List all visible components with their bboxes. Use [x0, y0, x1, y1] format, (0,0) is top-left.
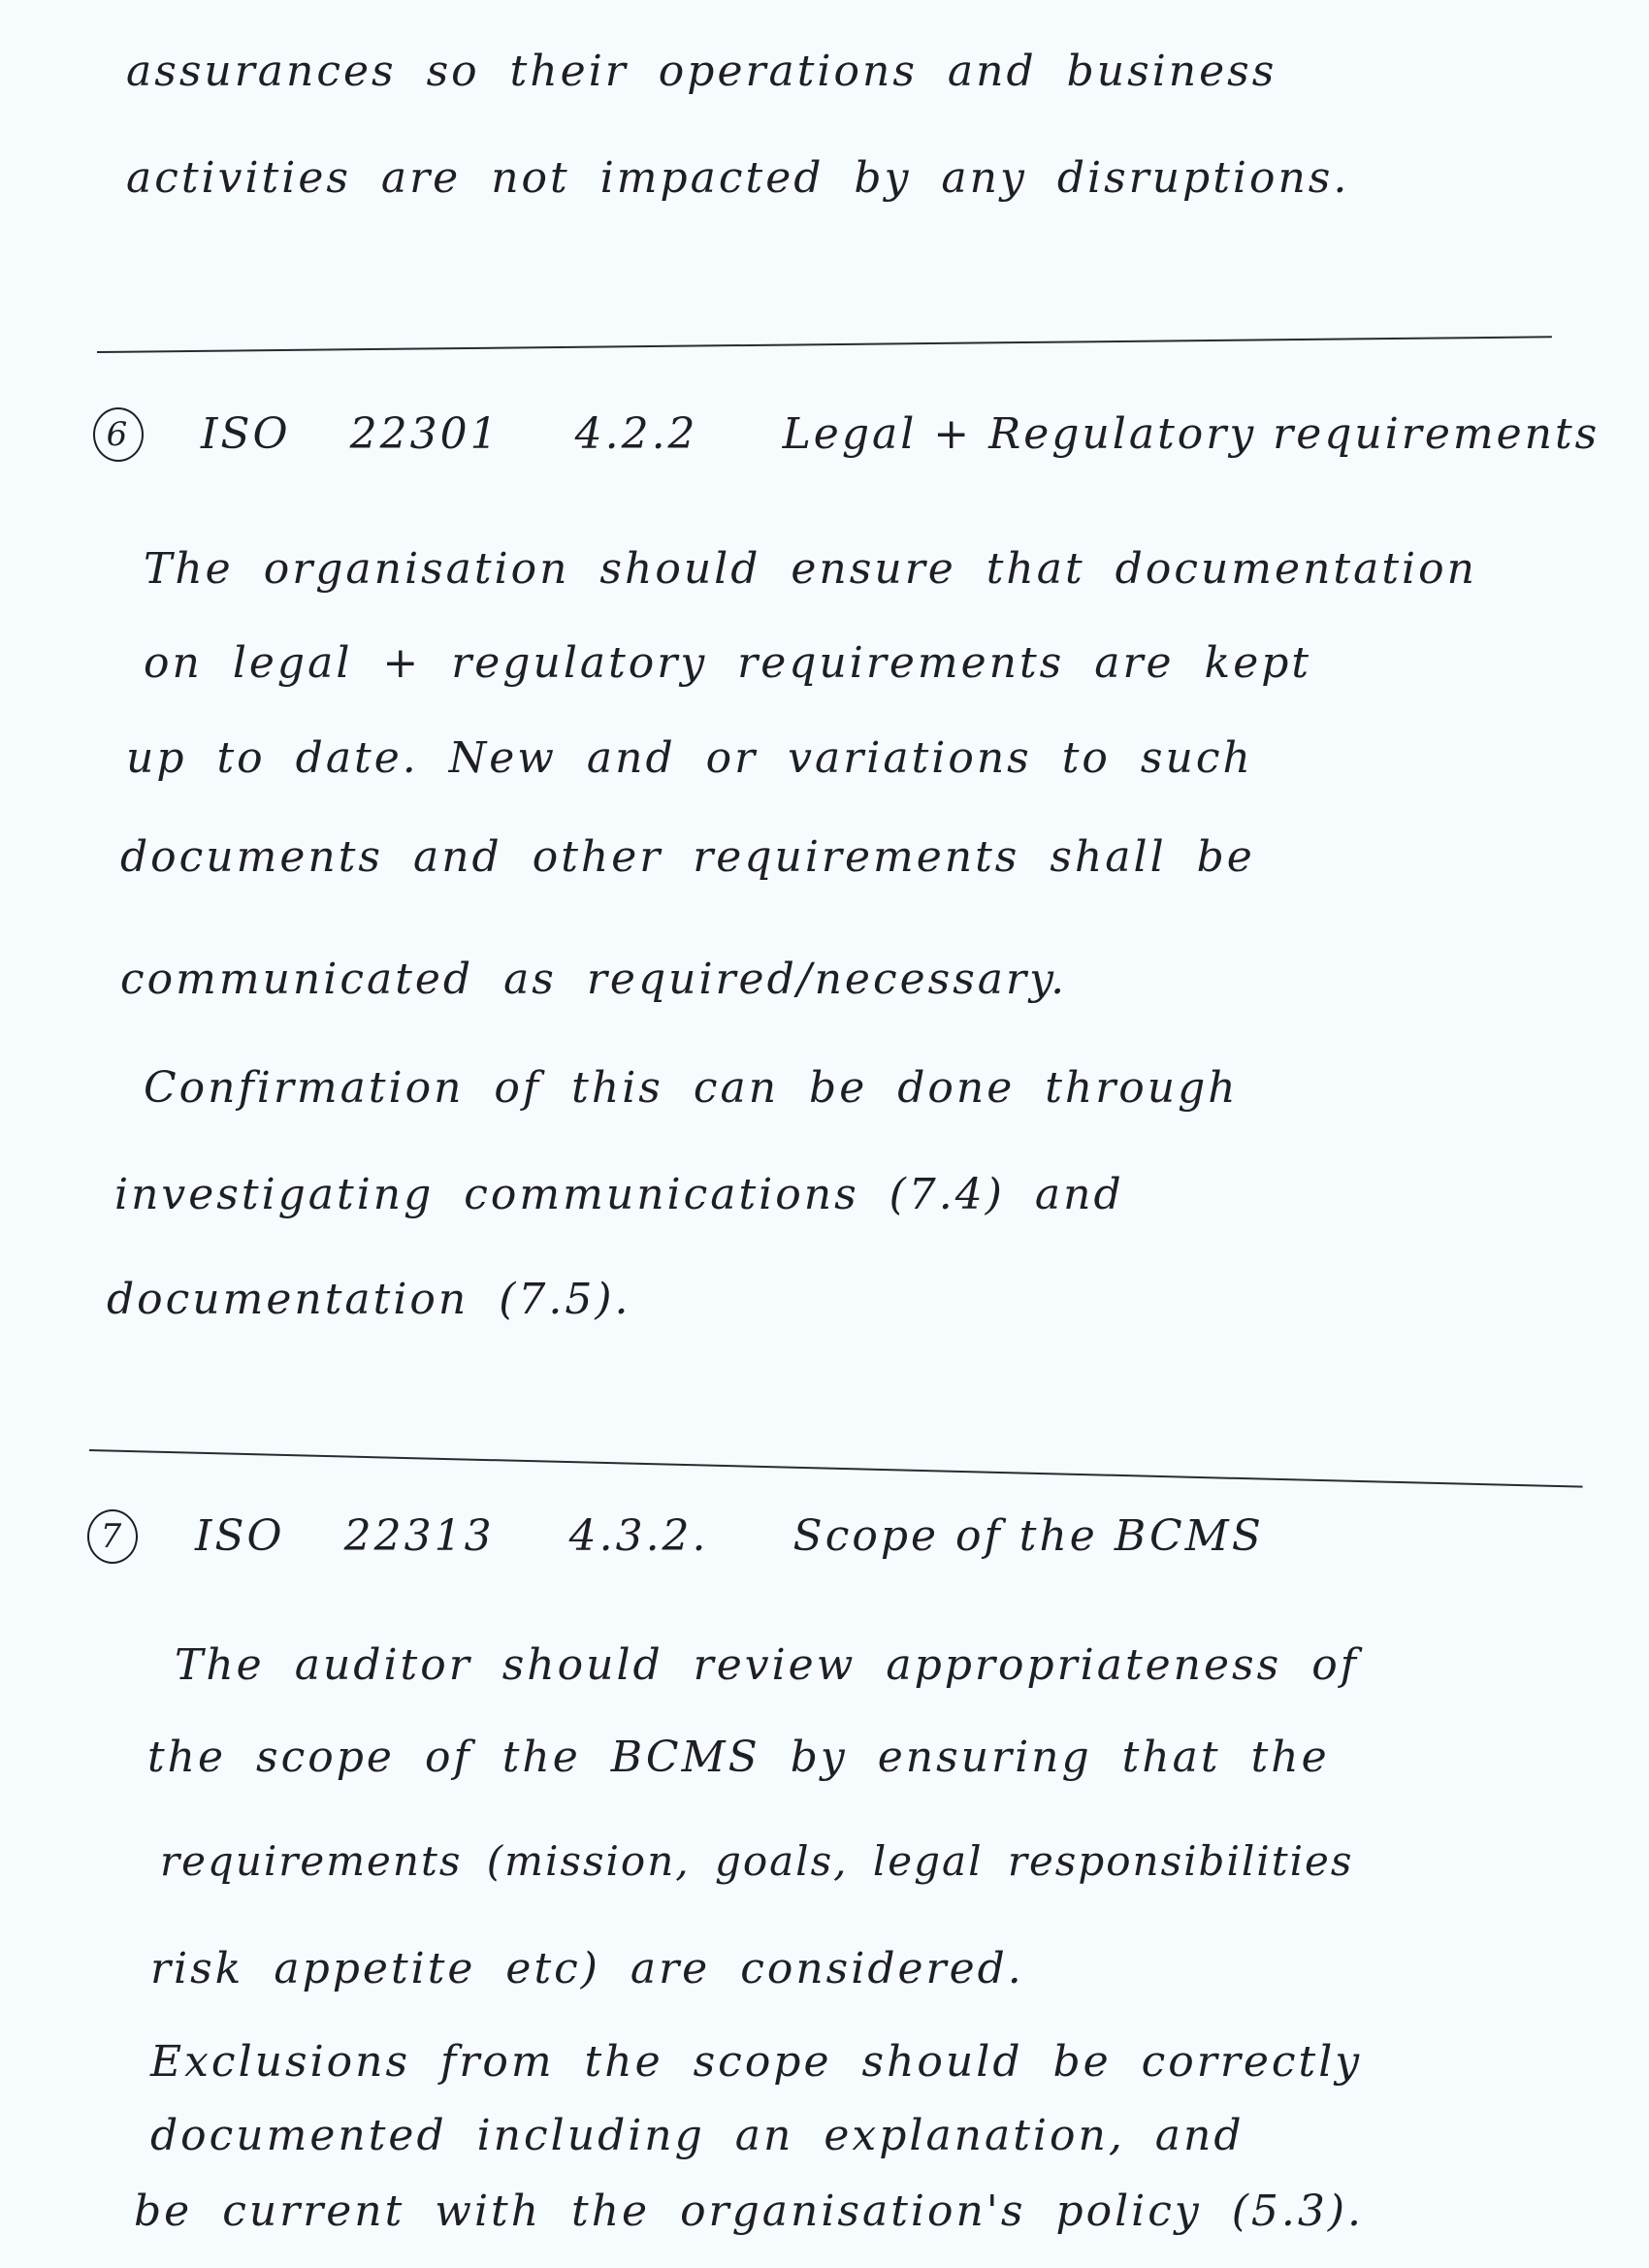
section6-line-8: documentation (7.5).: [107, 1275, 631, 1324]
section6-line-5: communicated as required/necessary.: [120, 955, 1068, 1004]
intro-line-2: activities are not impacted by any disruptions.: [126, 153, 1350, 203]
section7-line-5: Exclusions from the scope should be correctly: [150, 2037, 1363, 2087]
section6-line-6: Confirmation of this can be done through: [144, 1063, 1239, 1113]
section6-line-4: documents and other requirements shall be: [120, 832, 1255, 882]
section-divider-1: [97, 336, 1552, 353]
section6-clause: 4.2.2: [574, 409, 698, 459]
section6-line-3: up to date. New and or variations to such: [126, 733, 1253, 783]
section7-clause: 4.3.2.: [568, 1511, 709, 1561]
section6-line-2: on legal + regulatory requirements are kept: [144, 638, 1312, 688]
section6-line-7: investigating communications (7.4) and: [114, 1170, 1124, 1219]
section6-standard: ISO: [201, 409, 291, 459]
section7-standard: ISO: [195, 1511, 285, 1561]
intro-line-1: assurances so their operations and business: [126, 47, 1277, 96]
section7-line-6: documented including an explanation, and: [150, 2111, 1245, 2160]
section6-number-badge: 6: [93, 407, 144, 462]
section6-line-1: The organisation should ensure that documentation: [144, 544, 1477, 594]
section7-line-1: The auditor should review appropriateness of: [175, 1640, 1359, 1690]
section7-line-2: the scope of the BCMS by ensuring that the: [147, 1733, 1330, 1782]
section6-heading: [93, 407, 1600, 462]
section7-line-7: be current with the organisation's policy (5.3).: [134, 2187, 1365, 2236]
section7-standard-number: 22313: [343, 1511, 495, 1561]
section7-number-badge: 7: [87, 1509, 138, 1564]
section7-heading: [87, 1509, 1264, 1564]
section6-title: Legal + Regulatory requirements: [782, 409, 1600, 459]
section7-title: Scope of the BCMS: [792, 1511, 1264, 1561]
section7-line-4: risk appetite etc) are considered.: [150, 1944, 1024, 1993]
section7-line-3: requirements (mission, goals, legal responsibilities: [160, 1837, 1354, 1885]
section-divider-2: [89, 1449, 1583, 1488]
section6-standard-number: 22301: [349, 409, 501, 459]
